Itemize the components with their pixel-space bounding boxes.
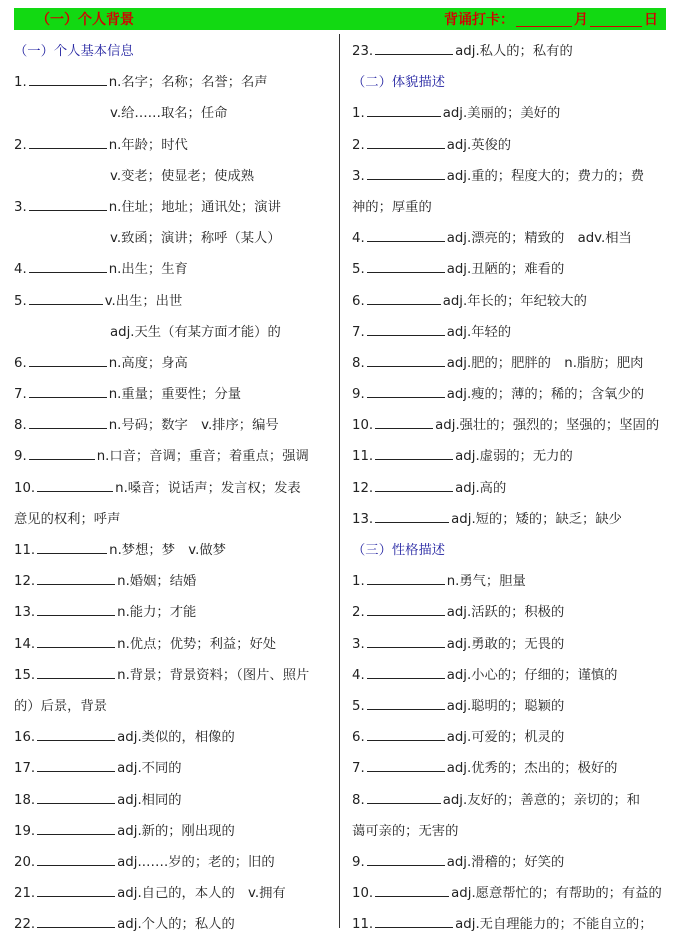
item-definition: adj.强壮的；强烈的；坚强的；坚固的 [435, 418, 660, 434]
vocab-item [14, 286, 336, 317]
item-definition: n.梦想；梦 v.做梦 [109, 543, 226, 558]
item-definition: adj.优秀的；杰出的；极好的 [446, 761, 618, 777]
wrapped-text [14, 691, 336, 722]
definition-continuation [14, 161, 336, 192]
item-definition: adj.活跃的；积极的 [446, 605, 565, 621]
definition-continuation [14, 98, 336, 129]
item-definition: adj.类似的，相像的 [117, 730, 235, 746]
item-definition: adj.美丽的；美好的 [442, 106, 561, 122]
answer-blank[interactable] [29, 197, 107, 211]
answer-blank[interactable] [367, 135, 445, 149]
item-definition: adj.高的 [455, 480, 507, 496]
item-number: 11. [352, 917, 374, 933]
answer-blank[interactable] [29, 72, 107, 86]
definition-continuation [14, 223, 336, 254]
page-title: （一）个人背景 [36, 12, 134, 28]
answer-blank[interactable] [367, 790, 441, 804]
vocab-item [14, 722, 336, 753]
wrapped-text [352, 816, 670, 847]
answer-blank[interactable] [29, 135, 107, 149]
answer-blank[interactable] [367, 727, 445, 741]
answer-blank[interactable] [29, 384, 107, 398]
day-blank[interactable] [590, 12, 642, 27]
item-number: 2. [352, 137, 365, 153]
vocab-item [14, 816, 336, 847]
item-number: 8. [14, 418, 27, 434]
vocab-item [352, 691, 670, 722]
item-number: 21. [14, 886, 36, 902]
item-number: 5. [14, 293, 27, 309]
item-number: 19. [14, 823, 36, 839]
item-definition: adj.重的；程度大的；费力的；费 [446, 168, 645, 184]
item-definition: n.优点；优势；利益；好处 [117, 636, 277, 652]
item-number: 8. [352, 355, 365, 371]
answer-blank[interactable] [37, 540, 107, 554]
vocab-item [352, 473, 670, 504]
item-definition: n.勇气；胆量 [446, 574, 526, 590]
answer-blank[interactable] [367, 166, 445, 180]
item-number: 1. [352, 574, 365, 590]
vocab-item [14, 535, 336, 566]
answer-blank[interactable] [367, 228, 445, 242]
answer-blank[interactable] [375, 883, 449, 897]
item-definition: adj.友好的；善意的；亲切的；和 [442, 792, 641, 808]
answer-blank[interactable] [367, 696, 445, 710]
answer-blank[interactable] [367, 571, 445, 585]
item-definition: adj.新的；刚出现的 [117, 823, 235, 839]
item-definition: adj.虚弱的；无力的 [455, 449, 573, 465]
vocab-item [352, 379, 670, 410]
vocab-item [14, 909, 336, 940]
answer-blank[interactable] [367, 322, 445, 336]
item-number: 9. [352, 854, 365, 870]
item-number: 18. [14, 792, 36, 808]
answer-blank[interactable] [37, 602, 115, 616]
answer-blank[interactable] [367, 103, 441, 117]
item-definition: n.住址；地址；通讯处；演讲 [108, 199, 281, 215]
answer-blank[interactable] [375, 478, 453, 492]
answer-blank[interactable] [375, 914, 453, 928]
item-number: 13. [14, 605, 36, 621]
vocab-item [14, 192, 336, 223]
answer-blank[interactable] [367, 852, 445, 866]
answer-blank[interactable] [367, 384, 445, 398]
item-number: 20. [14, 854, 36, 870]
item-definition: n.能力；才能 [117, 605, 197, 621]
item-number: 5. [352, 262, 365, 278]
item-definition: adj.自己的，本人的 v.拥有 [117, 886, 286, 902]
answer-blank[interactable] [375, 446, 453, 460]
item-definition: v.致函；演讲；称呼（某人） [110, 231, 281, 247]
item-number: 4. [352, 231, 365, 247]
item-definition: adj.不同的 [117, 761, 182, 777]
right-column [352, 36, 670, 940]
answer-blank[interactable] [29, 415, 107, 429]
month-label: 月 [574, 12, 588, 28]
vocab-item [352, 223, 670, 254]
item-definition: adj.小心的；仔细的；谨慎的 [446, 667, 618, 683]
item-number: 13. [352, 511, 374, 527]
item-definition: n.号码；数字 v.排序；编号 [108, 418, 279, 434]
item-number: 11. [14, 543, 36, 558]
item-definition: adj.天生（有某方面才能）的 [110, 324, 281, 340]
item-number: 9. [14, 449, 27, 465]
item-definition: v.出生；出世 [104, 293, 183, 309]
item-definition: adj.个人的；私人的 [117, 917, 235, 933]
answer-blank[interactable] [29, 446, 95, 460]
vocab-item [14, 254, 336, 285]
vocab-item [14, 441, 336, 472]
answer-blank[interactable] [367, 602, 445, 616]
answer-blank[interactable] [367, 758, 445, 772]
vocab-item [14, 410, 336, 441]
answer-blank[interactable] [367, 291, 441, 305]
section-title: （二）体貌描述 [352, 75, 446, 91]
item-definition: adj.勇敢的；无畏的 [446, 636, 565, 652]
item-definition: v.给……取名；任命 [110, 106, 228, 122]
answer-blank[interactable] [367, 259, 445, 273]
item-number: 15. [14, 667, 36, 683]
item-number: 4. [14, 262, 27, 278]
vocab-item [352, 317, 670, 348]
vocab-item [14, 348, 336, 379]
vocab-item [352, 161, 670, 192]
item-number: 16. [14, 730, 36, 746]
vocab-item [352, 878, 670, 909]
item-definition: n.年龄；时代 [108, 137, 188, 153]
answer-blank[interactable] [37, 790, 115, 804]
item-definition: adj.可爱的；机灵的 [446, 730, 565, 746]
vocab-item [14, 629, 336, 660]
section-heading [14, 36, 336, 67]
recite-label: 背诵打卡： [444, 12, 514, 28]
item-definition: adj.……岁的；老的；旧的 [117, 854, 275, 870]
section-title: （三）性格描述 [352, 543, 446, 558]
item-definition: adj.私人的；私有的 [455, 44, 573, 59]
day-label: 日 [644, 12, 658, 28]
vocab-item [14, 785, 336, 816]
item-definition: adj.年轻的 [446, 324, 512, 340]
vocab-item [14, 878, 336, 909]
answer-blank[interactable] [375, 509, 449, 523]
item-definition: adj.滑稽的；好笑的 [446, 854, 565, 870]
item-number: 10. [352, 886, 374, 902]
item-number: 22. [14, 917, 36, 933]
item-number: 9. [352, 387, 365, 403]
item-number: 10. [352, 418, 374, 434]
recite-checkin [444, 9, 658, 29]
item-definition: adj.丑陋的；难看的 [446, 262, 565, 278]
wrapped-text [14, 504, 336, 535]
answer-blank[interactable] [367, 665, 445, 679]
item-number: 17. [14, 761, 36, 777]
page-header [14, 8, 666, 30]
item-definition: adj.瘦的；薄的；稀的；含氧少的 [446, 387, 645, 403]
answer-blank[interactable] [37, 665, 115, 679]
item-number: 6. [14, 355, 27, 371]
vocab-item [352, 36, 670, 67]
answer-blank[interactable] [37, 883, 115, 897]
item-number: 11. [352, 449, 374, 465]
item-number: 4. [352, 667, 365, 683]
answer-blank[interactable] [29, 353, 107, 367]
answer-blank[interactable] [29, 259, 107, 273]
item-definition: adj.肥的；肥胖的 n.脂肪；肥肉 [446, 355, 644, 371]
vocab-item [14, 379, 336, 410]
item-number: 5. [352, 698, 365, 714]
item-definition: v.变老；使显老；使成熟 [110, 168, 255, 184]
item-definition: 的）后景，背景 [14, 698, 108, 714]
item-definition: n.名字；名称；名誉；名声 [108, 75, 268, 91]
item-number: 1. [352, 106, 365, 122]
item-definition: adj.漂亮的；精致的 adv.相当 [446, 231, 632, 247]
item-number: 2. [352, 605, 365, 621]
vocab-item [14, 473, 336, 504]
item-number: 6. [352, 730, 365, 746]
item-number: 7. [14, 387, 27, 403]
vocab-item [352, 286, 670, 317]
answer-blank[interactable] [367, 634, 445, 648]
item-definition: adj.相同的 [117, 792, 182, 808]
item-number: 1. [14, 75, 27, 91]
vocab-item [352, 441, 670, 472]
item-definition: 神的；厚重的 [352, 199, 432, 215]
item-definition: adj.英俊的 [446, 137, 512, 153]
item-definition: n.嗓音；说话声；发言权；发表 [115, 480, 301, 496]
item-definition: adj.愿意帮忙的；有帮助的；有益的 [451, 886, 662, 902]
vocab-item [14, 130, 336, 161]
vocab-item [352, 254, 670, 285]
vocab-item [14, 753, 336, 784]
vocab-item [14, 67, 336, 98]
vocab-item [352, 597, 670, 628]
vocab-item [352, 785, 670, 816]
item-definition: adj.年长的；年纪较大的 [442, 293, 587, 309]
item-definition: n.婚姻；结婚 [117, 574, 197, 590]
section-title: （一）个人基本信息 [14, 44, 134, 59]
answer-blank[interactable] [37, 727, 115, 741]
item-definition: adj.短的；矮的；缺乏；缺少 [451, 511, 622, 527]
item-number: 6. [352, 293, 365, 309]
answer-blank[interactable] [37, 821, 115, 835]
answer-blank[interactable] [375, 41, 453, 55]
section-heading [352, 535, 670, 566]
vocab-item [14, 847, 336, 878]
item-number: 23. [352, 44, 374, 59]
vocab-item [352, 629, 670, 660]
item-number: 2. [14, 137, 27, 153]
definition-continuation [14, 317, 336, 348]
answer-blank[interactable] [37, 758, 115, 772]
item-number: 12. [14, 574, 36, 590]
item-number: 7. [352, 761, 365, 777]
item-definition: n.口音；音调；重音；着重点；强调 [96, 449, 309, 465]
item-number: 10. [14, 480, 36, 496]
left-column [14, 36, 336, 940]
item-definition: adj.无自理能力的；不能自立的； [455, 917, 653, 933]
vocab-item [352, 660, 670, 691]
vocab-item [352, 98, 670, 129]
item-definition: n.高度；身高 [108, 355, 188, 371]
answer-blank[interactable] [29, 291, 103, 305]
answer-blank[interactable] [37, 852, 115, 866]
wrapped-text [352, 192, 670, 223]
vocab-item [14, 660, 336, 691]
vocab-item [352, 348, 670, 379]
answer-blank[interactable] [37, 914, 115, 928]
item-definition: n.出生；生育 [108, 262, 188, 278]
vocab-item [352, 847, 670, 878]
item-number: 14. [14, 636, 36, 652]
vocab-item [352, 504, 670, 535]
vocab-item [14, 566, 336, 597]
vocab-item [352, 130, 670, 161]
item-number: 3. [352, 636, 365, 652]
item-definition: 蔼可亲的；无害的 [352, 823, 459, 839]
vocab-item [352, 909, 670, 940]
answer-blank[interactable] [367, 353, 445, 367]
vocab-item [352, 753, 670, 784]
vocab-item [352, 410, 670, 441]
month-blank[interactable] [516, 12, 572, 27]
answer-blank[interactable] [375, 415, 433, 429]
item-number: 7. [352, 324, 365, 340]
vocab-item [352, 722, 670, 753]
answer-blank[interactable] [37, 634, 115, 648]
item-number: 12. [352, 480, 374, 496]
answer-blank[interactable] [37, 571, 115, 585]
item-number: 3. [14, 199, 27, 215]
item-number: 3. [352, 168, 365, 184]
item-definition: n.背景；背景资料；（图片、照片 [117, 667, 310, 683]
vocab-item [352, 566, 670, 597]
answer-blank[interactable] [37, 478, 113, 492]
section-heading [352, 67, 670, 98]
item-number: 8. [352, 792, 365, 808]
item-definition: 意见的权利；呼声 [14, 511, 121, 527]
item-definition: n.重量；重要性；分量 [108, 387, 242, 403]
column-divider [339, 34, 340, 928]
vocab-item [14, 597, 336, 628]
item-definition: adj.聪明的；聪颖的 [446, 698, 565, 714]
